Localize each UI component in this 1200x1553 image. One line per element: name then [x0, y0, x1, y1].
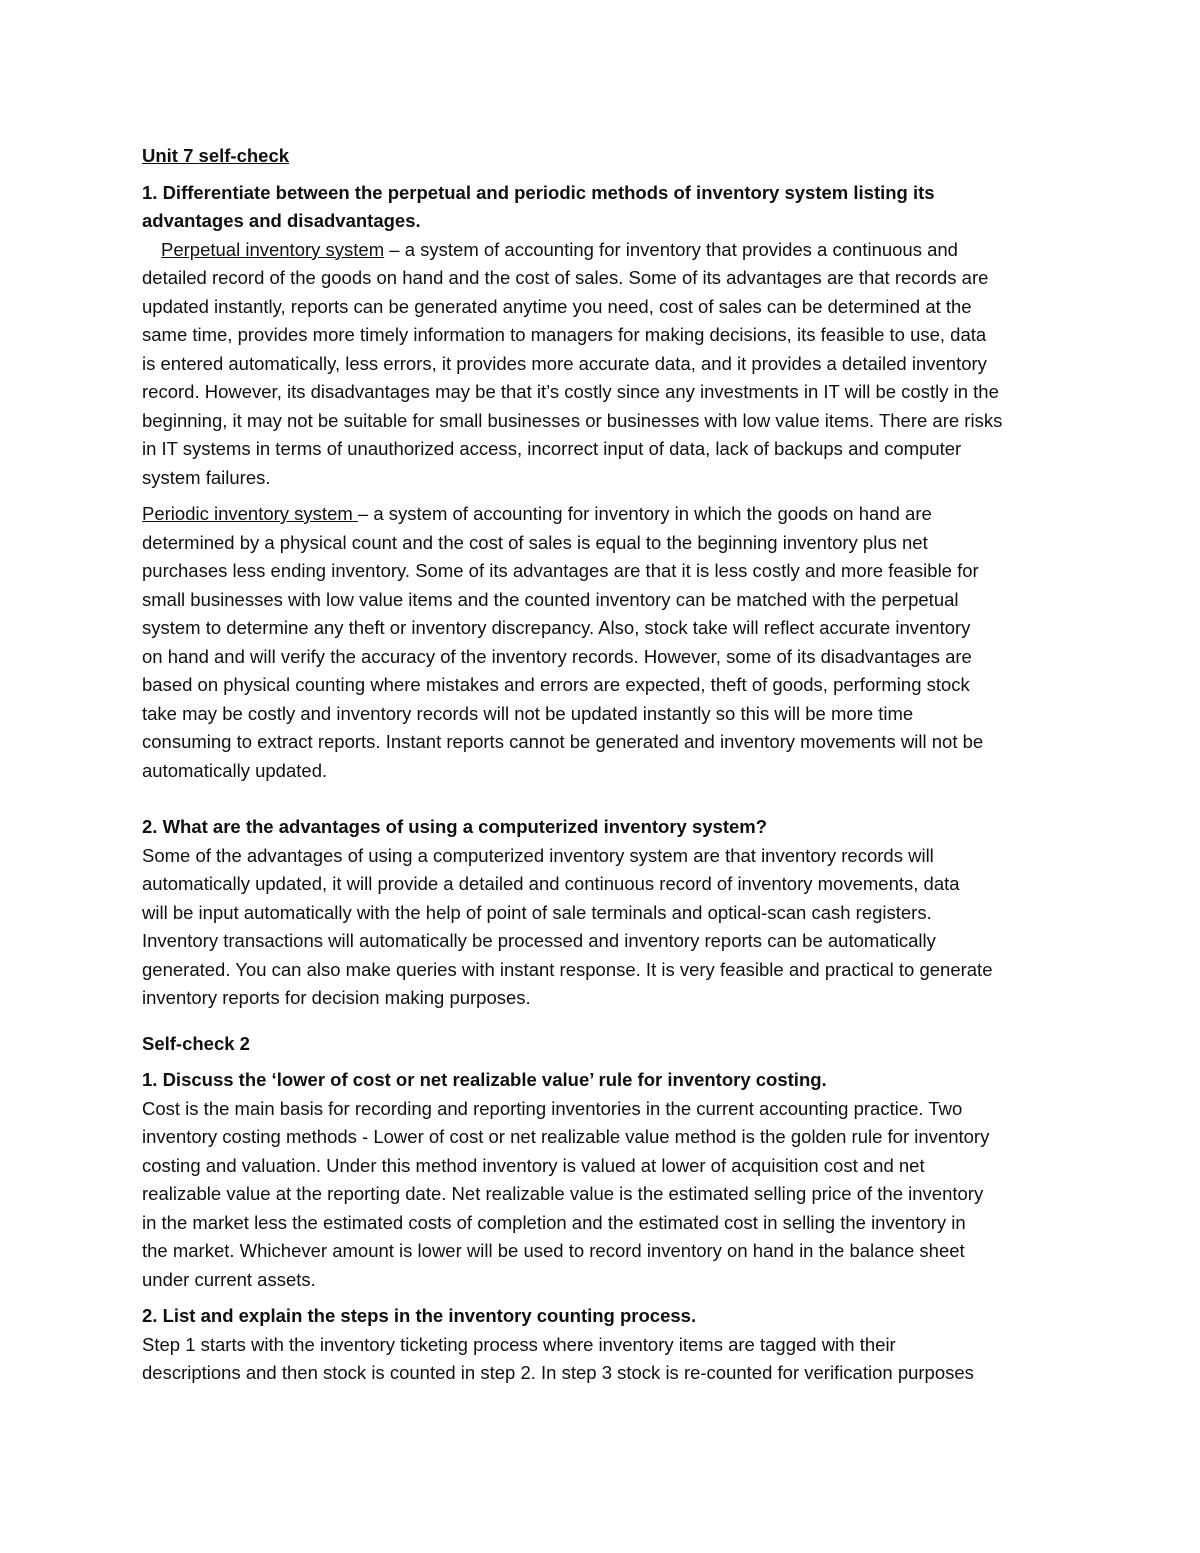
periodic-line: system to determine any theft or inventory discrepancy. Also, stock take will reflect accurate inventory — [142, 617, 971, 638]
q2-answer-line: Some of the advantages of using a computerized inventory system are that inventory records will — [142, 844, 934, 866]
sc2-q1-answer-line: the market. Whichever amount is lower will be used to record inventory on hand in the balance sheet — [142, 1240, 965, 1261]
periodic-line: on hand and will verify the accuracy of the inventory records. However, some of its disadvantages are — [142, 645, 972, 667]
perpetual-line: beginning, it may not be suitable for small businesses or businesses with low value items. There are risks — [142, 409, 1003, 431]
self-check-2-title: Self-check 2 — [142, 1032, 250, 1054]
perpetual-line: system failures. — [142, 466, 271, 488]
sc2-q2-section — [142, 1302, 1062, 1388]
perpetual-first-line — [142, 236, 1062, 265]
sc2-q2-question: 2. List and explain the steps in the inventory counting process. — [142, 1305, 697, 1326]
perpetual-line: record. However, its disadvantages may be that it’s costly since any investments in IT will be costly in the — [142, 381, 999, 402]
periodic-first-line — [142, 500, 1062, 529]
perpetual-text: – a system of accounting for inventory that provides a continuous and — [384, 238, 958, 260]
periodic-line: automatically updated. — [142, 759, 328, 781]
q1-question — [142, 179, 1062, 236]
periodic-line: take may be costly and inventory records will not be updated instantly so this will be more time — [142, 702, 914, 724]
perpetual-term: Perpetual inventory system — [161, 238, 385, 260]
periodic-text: – a system of accounting for inventory in which the goods on hand are — [357, 503, 932, 524]
periodic-line: determined by a physical count and the cost of sales is equal to the beginning inventory plus net — [142, 531, 928, 553]
periodic-line: based on physical counting where mistakes and errors are expected, theft of goods, performing stock — [142, 674, 970, 695]
document-body — [142, 142, 1062, 1388]
q1-question-line: advantages and disadvantages. — [142, 210, 421, 231]
periodic-line: small businesses with low value items and the counted inventory can be matched with the perpetual — [142, 588, 959, 610]
perpetual-paragraph — [142, 236, 1062, 493]
sc2-q1-answer-line: Cost is the main basis for recording and reporting inventories in the current accounting practice. Two — [142, 1097, 963, 1119]
perpetual-line: detailed record of the goods on hand and the cost of sales. Some of its advantages are that records are — [142, 267, 989, 288]
sc2-q1-question: 1. Discuss the ‘lower of cost or net realizable value’ rule for inventory costing. — [142, 1069, 827, 1090]
q2-answer-line: automatically updated, it will provide a detailed and continuous record of inventory movements, data — [142, 873, 960, 894]
sc2-q2-answer-line: Step 1 starts with the inventory ticketing process where inventory items are tagged with their — [142, 1333, 896, 1355]
q2-answer-line: Inventory transactions will automatically be processed and inventory reports can be automatically — [142, 930, 936, 951]
sc2-q1-section — [142, 1066, 1062, 1294]
perpetual-line: updated instantly, reports can be generated anytime you need, cost of sales can be determined at the — [142, 295, 972, 317]
sc2-q2-answer-line: descriptions and then stock is counted in step 2. In step 3 stock is re-counted for verification purposes — [142, 1362, 974, 1383]
perpetual-line: same time, provides more timely information to managers for making decisions, its feasible to use, data — [142, 324, 987, 345]
sc2-q1-answer-line: costing and valuation. Under this method inventory is valued at lower of acquisition cost and net — [142, 1154, 925, 1176]
q2-answer-line: will be input automatically with the help of point of sale terminals and optical-scan cash registers. — [142, 901, 932, 923]
periodic-paragraph — [142, 500, 1062, 785]
q2-section — [142, 813, 1062, 1013]
q2-answer-line: generated. You can also make queries with instant response. It is very feasible and practical to generate — [142, 958, 993, 980]
q2-question: 2. What are the advantages of using a computerized inventory system? — [142, 816, 768, 837]
perpetual-line: is entered automatically, less errors, it provides more accurate data, and it provides a detailed inventory — [142, 352, 987, 374]
q2-answer-line: inventory reports for decision making purposes. — [142, 987, 531, 1008]
sc2-q1-answer-line: inventory costing methods - Lower of cost or net realizable value method is the golden rule for inventory — [142, 1126, 990, 1147]
sc2-q1-answer-line: under current assets. — [142, 1268, 316, 1290]
periodic-term: Periodic inventory system — [142, 503, 358, 524]
unit-title: Unit 7 self-check — [142, 145, 290, 166]
q1-question-line: 1. Differentiate between the perpetual and periodic methods of inventory system listing its — [142, 181, 935, 203]
sc2-q1-answer-line: realizable value at the reporting date. Net realizable value is the estimated selling price of the inventory — [142, 1183, 984, 1204]
sc2-q1-answer-line: in the market less the estimated costs of completion and the estimated cost in selling the inventory in — [142, 1211, 966, 1233]
periodic-line: purchases less ending inventory. Some of its advantages are that it is less costly and more feasible for — [142, 560, 979, 581]
periodic-line: consuming to extract reports. Instant reports cannot be generated and inventory movements will not be — [142, 731, 984, 752]
perpetual-line: in IT systems in terms of unauthorized access, incorrect input of data, lack of backups and computer — [142, 438, 962, 459]
